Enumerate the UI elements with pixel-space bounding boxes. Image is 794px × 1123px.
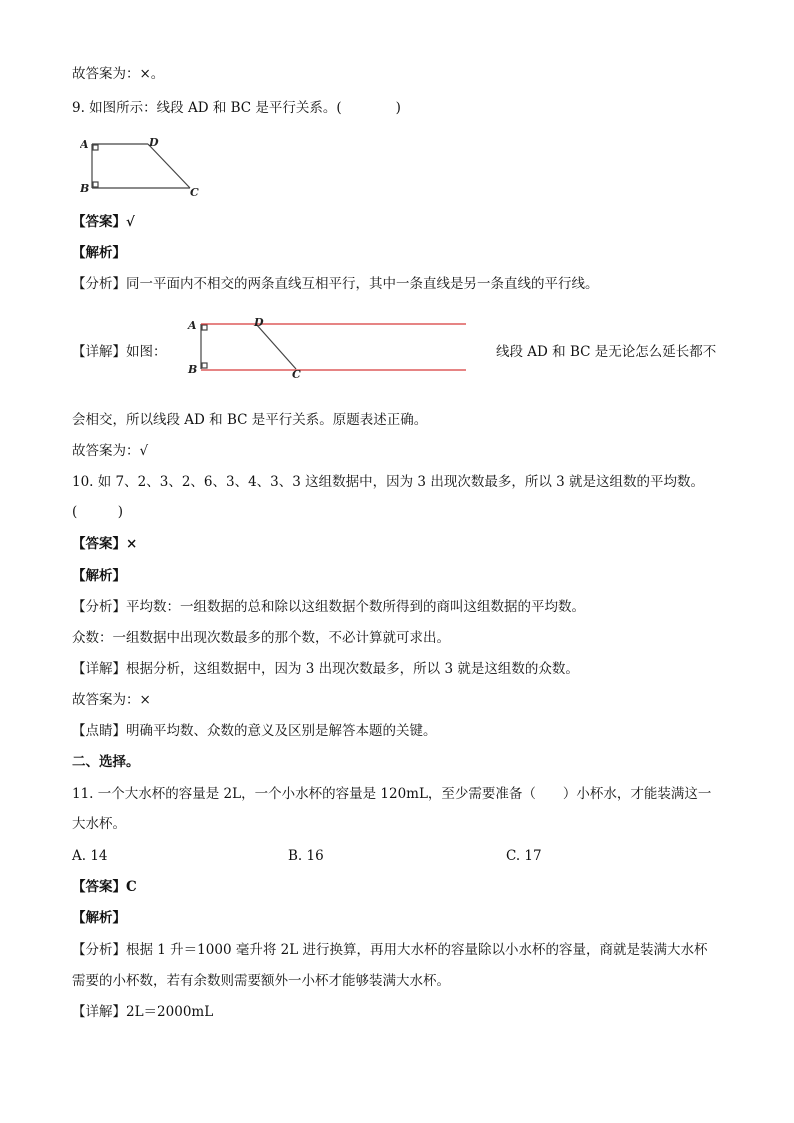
q10-xiangjie: 【详解】根据分析，这组数据中，因为 3 出现次数最多，所以 3 就是这组数的众数。 [72, 661, 579, 677]
label-c: C [292, 368, 301, 381]
q10-dianjing: 【点睛】明确平均数、众数的意义及区别是解答本题的关键。 [72, 723, 437, 739]
q11-answer: 【答案】C [72, 879, 137, 895]
option-c: C. 17 [506, 848, 542, 864]
label-d: D [254, 316, 264, 329]
q10-answer: 【答案】× [72, 536, 138, 552]
option-b: B. 16 [288, 848, 324, 864]
question-11: 11. 一个大水杯的容量是 2L，一个小水杯的容量是 120mL，至少需要准备（ ）小杯水，才能装满这一 [72, 786, 712, 802]
q11-analysis-heading: 【解析】 [72, 910, 126, 926]
q9-fenxi: 【分析】同一平面内不相交的两条直线互相平行，其中一条直线是另一条直线的平行线。 [72, 276, 599, 292]
section-heading: 二、选择。 [72, 754, 140, 770]
question-11-cont: 大水杯。 [72, 816, 126, 832]
q10-fenxi: 【分析】平均数：一组数据的总和除以这组数据个数所得到的商叫这组数据的平均数。 [72, 599, 585, 615]
q11-fenxi: 【分析】根据 1 升＝1000 毫升将 2L 进行换算，再用大水杯的容量除以小水杯的容量，商就是装满大水杯 [72, 942, 708, 958]
parallel-lines-figure [184, 312, 474, 382]
label-a: A [188, 319, 197, 332]
q11-xiangjie: 【详解】2L＝2000mL [72, 1004, 214, 1020]
q10-paren: ( ) [72, 504, 124, 520]
label-a: A [80, 138, 89, 151]
q10-analysis-heading: 【解析】 [72, 568, 126, 584]
q9-xiangjie-right: 线段 AD 和 BC 是无论怎么延长都不 [496, 344, 717, 360]
q9-xiangjie-label: 【详解】如图： [72, 344, 167, 360]
option-a: A. 14 [72, 848, 108, 864]
label-d: D [149, 136, 159, 149]
q9-xiangjie-cont: 会相交，所以线段 AD 和 BC 是平行关系。原题表述正确。 [72, 412, 428, 428]
q9-analysis-heading: 【解析】 [72, 245, 126, 261]
question-10: 10. 如 7、2、3、2、6、3、4、3、3 这组数据中，因为 3 出现次数最多，所以 3 就是这组数的平均数。 [72, 474, 704, 490]
trapezoid-figure [80, 132, 210, 198]
label-b: B [80, 182, 90, 195]
label-c: C [190, 186, 199, 198]
q10-zhongshu: 众数：一组数据中出现次数最多的那个数，不必计算就可求出。 [72, 630, 450, 646]
answer-line: 故答案为：×。 [72, 66, 165, 82]
q9-final-answer: 故答案为：√ [72, 443, 149, 459]
question-9: 9. 如图所示：线段 AD 和 BC 是平行关系。( ) [72, 100, 401, 116]
q10-final-answer: 故答案为：× [72, 692, 151, 708]
q11-fenxi-cont: 需要的小杯数，若有余数则需要额外一小杯才能够装满大水杯。 [72, 973, 450, 989]
label-b: B [188, 363, 198, 376]
q9-answer: 【答案】√ [72, 214, 135, 230]
